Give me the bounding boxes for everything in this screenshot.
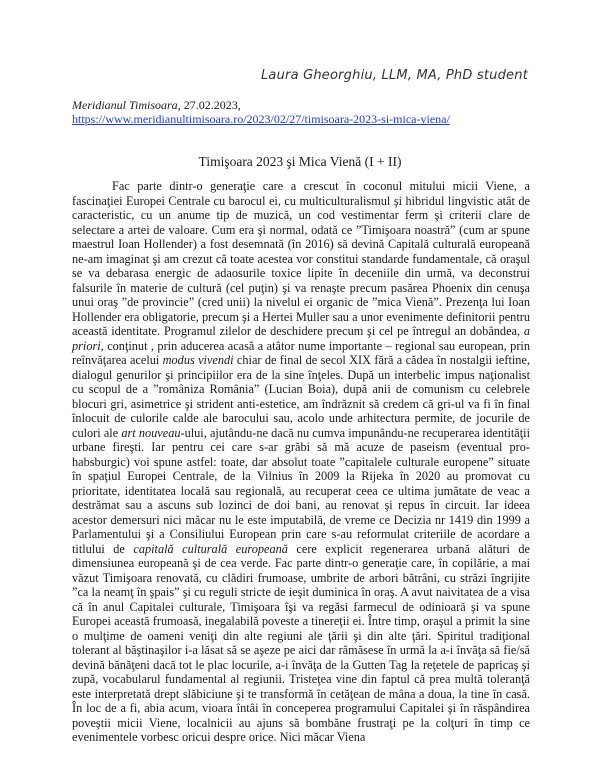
source-date: 27.02.2023, [183, 98, 241, 112]
article-title: Timişoara 2023 şi Mica Vienă (I + II) [198, 154, 402, 169]
italic-art-nouveau: art nouveau [121, 425, 181, 440]
source-block [72, 98, 450, 126]
body-text-3: chiar de final de secol XIX fără a cădea în nostalgii ieftine, dialogul genurilor şi principiilor era de la sine înţeles. După un interbelic impus naţionalist cu scopul de a ”româniza România” (Lucian Boia), după anii de comunism cu celebrele blocuri gri, asimetrice şi strident anti-estetice, am îndrăznit să credem că gri-ul va fi în final înlocuit de culorile calde ale barocului sau, acolo unde arhitectura permite, de jocurile de culori ale [72, 353, 530, 440]
body-text-4: -ului, ajutându-ne dacă nu cumva impunându-ne recuperarea identităţii urbane fireşti. Iar pentru cei care s-ar grăbi să mă acuze de paseism (eventual pro-habsburgic) voi spune astfel: toate, dar absolut toate ”capitalele culturale europene” situate în spaţiul Europei Centrale, de la Vilnius în 2009 la Rijeka în 2020 au promovat cu prioritate, identitatea locală sau regională, au recuperat ceea ce ultima jumătate de veac a destrămat sau a ascuns sub lozinci de doi bani, au renovat şi repus în circuit. Iar ideea acestor demersuri nici măcar nu le este imputabilă, de vreme ce Decizia nr 1419 din 1999 a Parlamentului şi a Consiliului European prin care s-au reformulat criteriile de acordare a titlului de [72, 425, 530, 556]
source-link[interactable]: https://www.meridianultimisoara.ro/2023/02/27/timisoara-2023-si-mica-viena/ [72, 112, 450, 126]
body-text-2: , conţinut , prin aducerea acasă a atâtor nume importante – regional sau european, prin reînvăţarea acelui [72, 338, 530, 367]
body-text-1: Fac parte dintr-o generaţie care a crescut în coconul mitului micii Viene, a fascinaţiei Europei Centrale cu barocul ei, cu multiculturalismul şi hibridul lingvistic atât de caracteristic, cu un anume tip de muzică, un cod vestimentar ferm şi criterii clare de selectare a artei de valoare. Cum era şi normal, odată ce ”Timişoara noastră” (cum ar spune maestrul Ioan Hollender) a fost desemnată (în 2016) să devină Capitală culturală europeană ne-am imaginat şi am crezut că toate acestea vor constitui standarde fundamentale, că oraşul se va debarasa energic de adaosurile toxice lipite în deceniile din urmă, va deconstrui falsurile în materie de cultură (cel puţin) şi va renaşte precum pasărea Phoenix din cenuşa unui oraş ”de provincie” (cred unii) la nivelul ei organic de ”mica Vienă”. Prezenţa lui Ioan Hollender era obligatorie, precum şi a Hertei Muller sau a unor evenimente definitorii pentru această identitate. Programul zilelor de deschidere precum şi cel pe întregul an dobândea, [72, 179, 530, 338]
italic-modus-vivendi: modus vivendi [162, 353, 234, 367]
author-byline: Laura Gheorghiu, LLM, MA, PhD student [260, 68, 528, 83]
source-name: Meridianul Timisoara, [72, 98, 181, 112]
body-text-5: cere explicit regenerarea urbană alături de dimensiunea europeană şi de cea verde. Fac parte dintr-o generaţie care, în copilărie, a mai văzut Timişoara renovată, cu clădiri frumoase, umbrite de arbori bătrâni, cu străzi îngrijite ”ca la neamţ în şpais” şi cu reguli stricte de ieşit duminica în oraş. A avut naivitatea de a visa că în anul Capitalei culturale, Timişoara îşi va regăsi farmecul de odinioară şi va spune Europei această frumoasă, inegalabilă poveste a tinereţii ei. Între timp, oraşul a primit la sine o mulţime de oameni veniţi din alte regiuni ale ţării şi din alte ţări. Spiritul tradiţional tolerant al băştinaşilor i-a lăsat să se aşeze pe aici dar rămăsese în urmă la a-i învăţa să fie/să devină bănăţeni dacă tot le plac locurile, a-i învăţa de la Gutten Tag la reţetele de papricaş şi zupă, vocabularul fundamental al regiunii. Tristeţea vine din faptul că prea multă toleranţă este interpretată drept slăbiciune şi te transformă în cetăţean de mâna a doua, la tine în casă. În loc de a fi, abia acum, vioara întâi în conceperea programului Capitalei şi în răspândirea poveştii micii Viene, localnicii au ajuns să bombăne frustraţi pe la colţuri în timp ce evenimentele vorbesc oricui despre orice. Nici măcar Viena [72, 541, 531, 744]
italic-a-priori: a priori [72, 324, 530, 353]
source-line [72, 98, 450, 112]
article-body [72, 179, 530, 745]
italic-capitala-culturala: capitală culturală europeană [133, 541, 288, 556]
